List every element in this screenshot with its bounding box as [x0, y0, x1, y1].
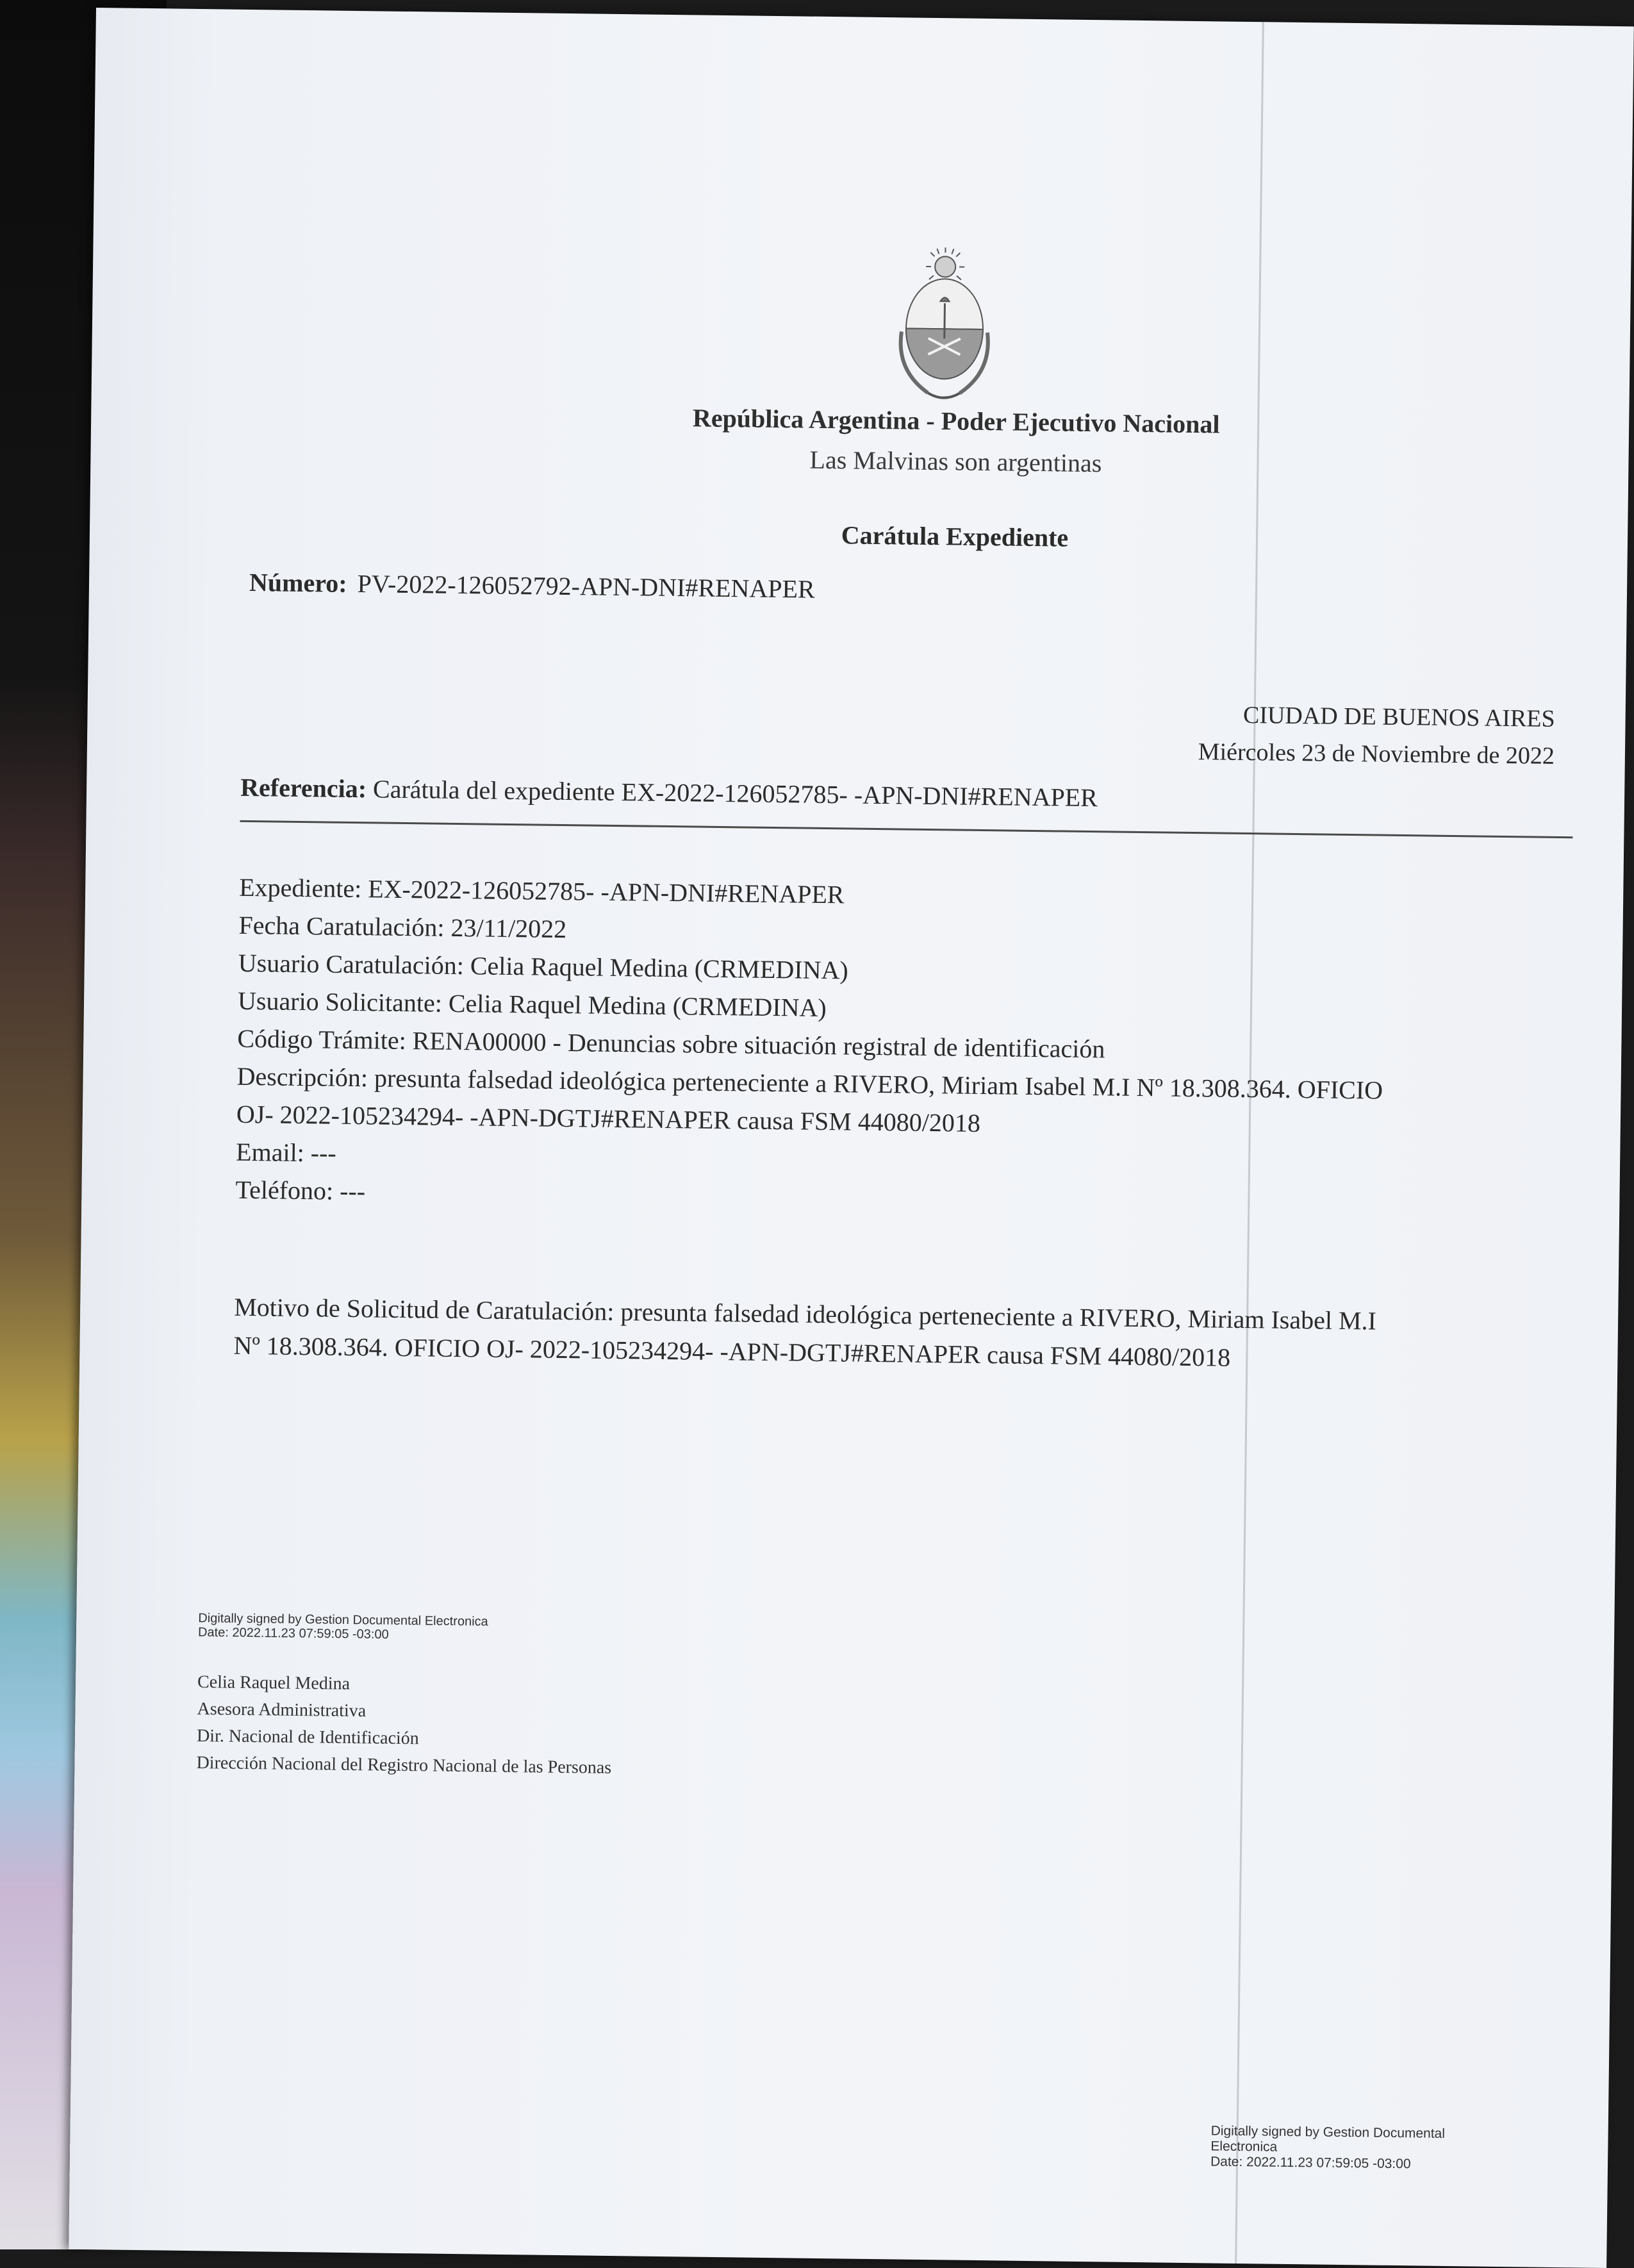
field-descripcion-cont: OJ- 2022-105234294- -APN-DGTJ#RENAPER causa FSM 44080/2018 — [236, 1099, 981, 1138]
numero-label: Número: — [249, 567, 347, 598]
field-telefono: Teléfono: --- — [235, 1175, 366, 1206]
referencia-value: Carátula del expediente EX-2022-126052785- -APN-DNI#RENAPER — [372, 774, 1098, 813]
referencia-line — [240, 772, 1098, 813]
document-type-title: Carátula Expediente — [841, 520, 1069, 552]
field-usuario-caratulacion: Usuario Caratulación: Celia Raquel Medina (CRMEDINA) — [238, 948, 849, 985]
field-email: Email: --- — [235, 1137, 337, 1168]
motivo-line-2: Nº 18.308.364. OFICIO OJ- 2022-105234294- -APN-DGTJ#RENAPER causa FSM 44080/2018 — [233, 1330, 1231, 1372]
signer-name: Celia Raquel Medina — [197, 1672, 351, 1694]
referencia-label: Referencia: — [240, 772, 367, 804]
divider — [240, 820, 1572, 838]
header-subtitle: Las Malvinas son argentinas — [809, 445, 1102, 478]
signer-dept: Dir. Nacional de Identificación — [196, 1726, 419, 1749]
numero-line — [249, 567, 815, 604]
digital-signature-line-1: Digitally signed by Gestion Documental Electronica — [198, 1611, 488, 1629]
place: CIUDAD DE BUENOS AIRES — [1242, 701, 1555, 733]
motivo-block — [233, 1288, 1567, 1381]
footer-signature-line-3: Date: 2022.11.23 07:59:05 -03:00 — [1210, 2154, 1411, 2172]
signer-role: Asesora Administrativa — [197, 1699, 367, 1721]
digital-signature-line-2: Date: 2022.11.23 07:59:05 -03:00 — [197, 1625, 389, 1642]
signer-block — [196, 1669, 613, 1782]
numero-value: PV-2022-126052792-APN-DNI#RENAPER — [357, 569, 815, 604]
field-usuario-solicitante: Usuario Solicitante: Celia Raquel Medina (CRMEDINA) — [237, 986, 827, 1023]
motivo-line-1: Motivo de Solicitud de Caratulación: presunta falsedad ideológica perteneciente a RIVERO, Miriam Isabel M.I — [233, 1292, 1377, 1336]
field-expediente: Expediente: EX-2022-126052785- -APN-DNI#RENAPER — [238, 872, 845, 909]
header-title: República Argentina - Poder Ejecutivo Nacional — [692, 403, 1220, 439]
document-date: Miércoles 23 de Noviembre de 2022 — [1198, 738, 1555, 770]
field-descripcion: Descripción: presunta falsedad ideológica perteneciente a RIVERO, Miriam Isabel M.I Nº 18.308.364. OFICIO — [236, 1061, 1383, 1105]
coat-of-arms-icon — [889, 242, 1000, 410]
field-fecha: Fecha Caratulación: 23/11/2022 — [238, 910, 567, 944]
footer-signature-line-2: Electronica — [1210, 2139, 1278, 2155]
footer-signature-line-1: Digitally signed by Gestion Documental — [1210, 2123, 1446, 2141]
digital-signature-stamp — [198, 1611, 488, 1643]
signer-org: Dirección Nacional del Registro Nacional de las Personas — [196, 1753, 612, 1778]
document-page — [69, 8, 1634, 2268]
footer-signature-stamp — [1210, 2124, 1445, 2173]
field-codigo-tramite: Código Trámite: RENA00000 - Denuncias sobre situación registral de identificación — [237, 1023, 1105, 1064]
fields-block — [235, 868, 1572, 1225]
